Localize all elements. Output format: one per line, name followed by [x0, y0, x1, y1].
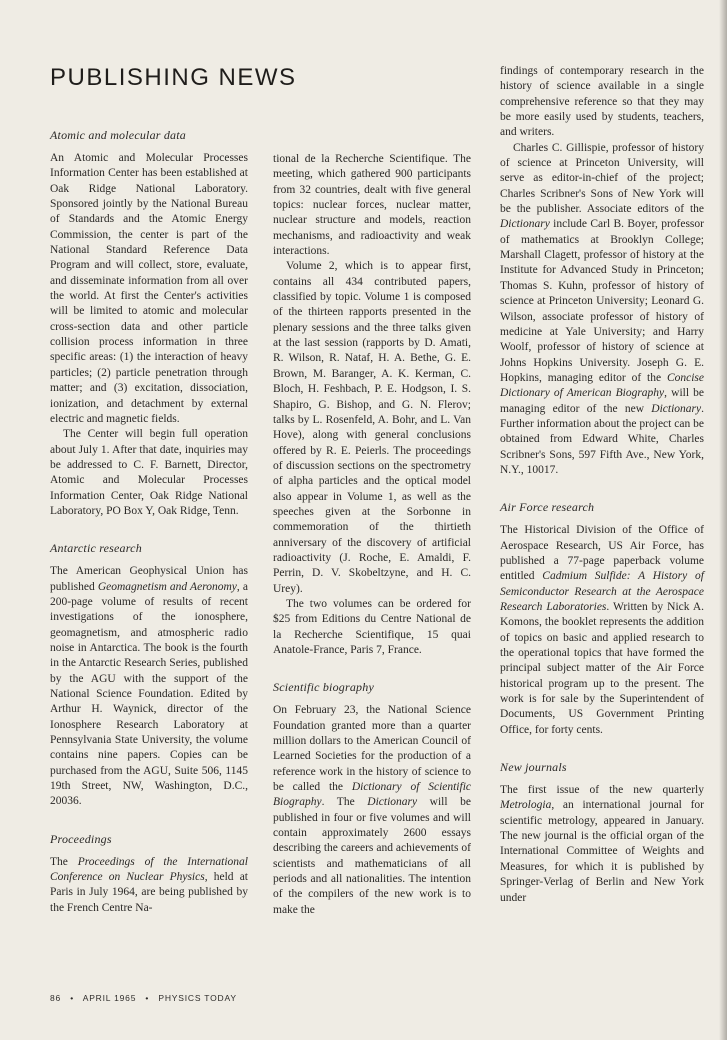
paragraph: The two volumes can be ordered for $25 from Editions du Centre National de la Recherche Scientifique, 15 quai Anatole-France, Paris 7, France. — [273, 597, 471, 656]
issue-date: APRIL 1965 — [82, 993, 137, 1003]
paragraph: Volume 2, which is to appear first, contains all 434 contributed papers, classified by topic. Volume 1 is composed of the thirteen rapports presented in the plenary sessions and the three talks given at the last session (rapports by D. Amati, R. Wilson, R. Nataf, H. A. Bethe, G. E. Brown, M. Baranger, A. K. Kerman, C. Bloch, H. Feshbach, P. E. Hodgson, I. S. Shapiro, G. Bishop, and G. N. Flerov; talks by L. Rosenfeld, A. Bohr, and L. Van Hove), along with general conclusions offered by R. E. Peierls. The proceedings of discussion sections on the spectrometry of alpha particles and the optical model also appear in Volume 1, as well as the speeches given at the Sorbonne in commemoration of the thirtieth anniversary of the discovery of artificial radioactivity (J. Roche, E. Amaldi, F. Perrin, D. V. Skobeltzyne, and H. C. Urey). — [273, 260, 471, 595]
footer-separator: • — [70, 993, 75, 1003]
paragraph: tional de la Recherche Scientifique. The meeting, which gathered 900 participants from 32 countries, dealt with five general topics: nuclear forces, nuclear matter, nuclear structure and models, reaction mechanisms, and radioactivity and weak interactions. — [273, 153, 471, 258]
section-heading: Scientific biography — [273, 680, 374, 695]
paragraph: The American Geophysical Union has published Geomagnetism and Aeronomy, a 200-page volume of results of recent investigations of the ionosphere, geomagnetism, and atmospheric radio noise in Antarctica. The book is the fourth in the Antarctic Research Series, published by the AGU with the support of the National Science Foundation. Edited by Arthur H. Waynick, director of the Ionosphere Research Laboratory at Pennsylvania State University, the volume contains nine papers. Copies can be purchased from the AGU, Suite 506, 1145 19th Street, NW, Washington, D.C., 20036. — [50, 565, 248, 808]
paragraph: The Center will begin full operation about July 1. After that date, inquiries may be addressed to C. F. Barnett, Director, Atomic and Molecular Processes Information Center, Oak Ridge National Laboratory, PO Box Y, Oak Ridge, Tenn. — [50, 428, 248, 517]
paragraph: The first issue of the new quarterly Metrologia, an international journal for scientific metrology, appeared in January. The new journal is the official organ of the International Committee of Weights and Measures, for which it is published by Springer-Verlag of Berlin and New York under — [500, 784, 704, 904]
page-title: PUBLISHING NEWS — [50, 64, 297, 91]
journal-name: PHYSICS TODAY — [158, 993, 237, 1003]
column-2 — [273, 152, 471, 918]
paragraph: The Proceedings of the International Conference on Nuclear Physics, held at Paris in July 1964, are being published by the French Centre Na- — [50, 855, 248, 914]
column-1 — [50, 128, 248, 916]
section-heading: Atomic and molecular data — [50, 128, 186, 142]
paragraph: On February 23, the National Science Foundation granted more than a quarter million dollars to the American Council of Learned Societies for the production of a reference work in the history of science to be called the Dictionary of Scientific Biography. The Dictionary will be published in four or five volumes and will contain approximately 2600 essays describing the careers and achievements of scientists and mathematicians of all periods and all nationalities. The intention of the compilers of the new work is to make the — [273, 704, 472, 916]
column-3 — [500, 64, 704, 906]
paragraph: findings of contemporary research in the history of science available in a single comprehensive reference so that they may be more easily used by students, teachers, and writers. — [500, 65, 704, 139]
section-heading: Proceedings — [50, 831, 112, 846]
page-number: 86 — [50, 993, 62, 1003]
footer-separator: • — [145, 993, 150, 1003]
paragraph: The Historical Division of the Office of Aerospace Research, US Air Force, has published a 77-page paperback volume entitled Cadmium Sulfide: A History of Semiconductor Research at the Aerospace Research Laboratories. Written by Nick A. Komons, the booklet represents the addition of topics on basic and applied research to the operational topics that have formed the principal subject matter of the Air Force historical program up to the present. The work is for sale by the Superintendent of Documents, US Government Printing Office, for forty cents. — [500, 524, 704, 736]
paragraph: Charles C. Gillispie, professor of history of science at Princeton University, will serve as editor-in-chief of the project; Charles Scribner's Sons of New York will be the publisher. Associate editors of the Dictionary include Carl B. Boyer, professor of mathematics at Brooklyn College; Marshall Clagett, professor of history at the Institute for Advanced Study in Princeton; Thomas S. Kuhn, professor of history of science at Princeton University; Leonard G. Wilson, associate professor of history of medicine at Yale University; and Harry Woolf, professor of history of science at Johns Hopkins University. Joseph G. E. Hopkins, managing editor of the Concise Dictionary of American Biography, will be managing editor of the new Dictionary. Further information about the project can be obtained from Edward White, Charles Scribner's Sons, 597 Fifth Ave., New York, N.Y., 10017. — [500, 141, 704, 476]
section-heading: Air Force research — [500, 500, 595, 515]
section-heading: New journals — [500, 760, 567, 775]
section-heading: Antarctic research — [50, 541, 142, 556]
page-footer — [50, 993, 243, 1003]
paragraph: An Atomic and Molecular Processes Information Center has been established at Oak Ridge National Laboratory. Sponsored jointly by the National Bureau of Standards and the Atomic Energy Commission, the center is part of the National Standard Reference Data Program and will collect, store, evaluate, and disseminate information from all over the world. At first the Center's activities will be limited to atomic and molecular cross-section data and other particle collision process information in three specific areas: (1) the interaction of heavy particles; (2) particle penetration through matter; and (3) excitation, dissociation, ionization, and detachment by external electric and magnetic fields. — [50, 152, 248, 425]
page-edge-shadow — [719, 0, 727, 1040]
